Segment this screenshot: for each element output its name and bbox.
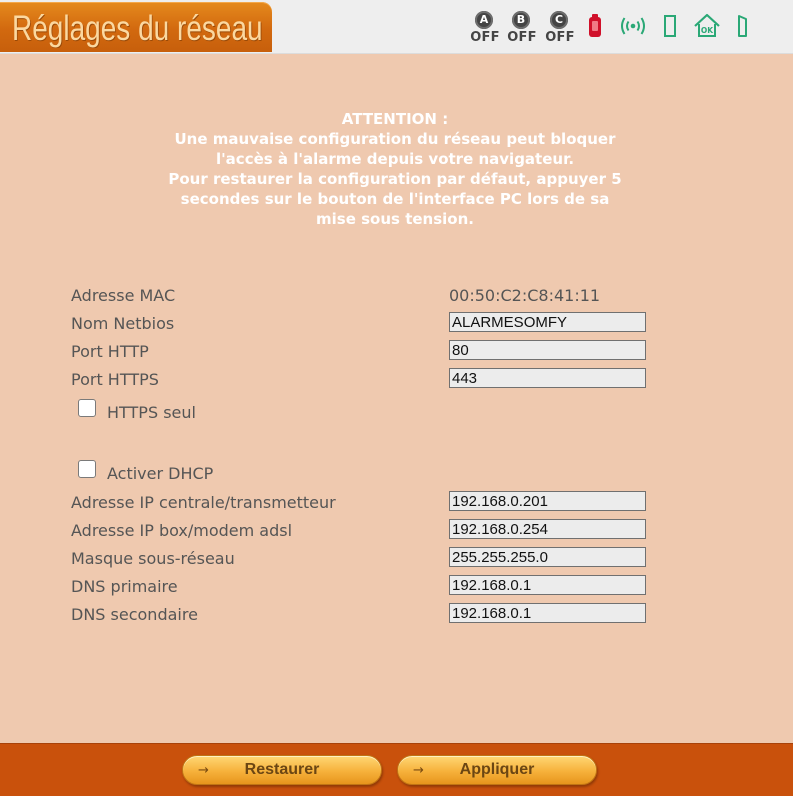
home-ok-icon — [693, 13, 721, 39]
door-open-icon — [735, 13, 751, 39]
dns-primary-input[interactable] — [449, 575, 646, 595]
apply-button[interactable] — [397, 755, 597, 785]
settings-panel — [0, 54, 793, 743]
zone-a-letter: A — [475, 11, 493, 29]
page-title: Réglages du réseau — [12, 9, 263, 48]
zone-a-status: OFF — [470, 30, 500, 45]
subnet-input[interactable] — [449, 547, 646, 567]
dhcp-label: Activer DHCP — [107, 464, 214, 483]
zone-c-letter: C — [550, 11, 568, 29]
door-icon — [662, 13, 678, 39]
restore-button[interactable] — [182, 755, 382, 785]
netbios-input[interactable] — [449, 312, 646, 332]
arrow-right-icon: → — [198, 763, 209, 778]
warning-line: ATTENTION : — [341, 110, 449, 128]
ip-box-input[interactable] — [449, 519, 646, 539]
dns-secondary-input[interactable] — [449, 603, 646, 623]
http-port-label: Port HTTP — [71, 342, 149, 361]
warning-line: Une mauvaise configuration du réseau peut bloquer — [174, 130, 616, 148]
https-port-label: Port HTTPS — [71, 370, 159, 389]
https-only-label: HTTPS seul — [107, 403, 196, 422]
apply-button-label: Appliquer — [459, 761, 535, 778]
warning-line: secondes sur le bouton de l'interface PC lors de sa — [180, 190, 610, 208]
footer-bar — [0, 743, 793, 796]
dns-primary-label: DNS primaire — [71, 577, 178, 596]
ip-box-label: Adresse IP box/modem adsl — [71, 521, 293, 540]
zone-c-icon — [542, 10, 574, 46]
subnet-label: Masque sous-réseau — [71, 549, 235, 568]
zone-b-letter: B — [512, 11, 530, 29]
https-only-checkbox[interactable] — [78, 399, 96, 417]
https-port-input[interactable] — [449, 368, 646, 388]
zone-c-status: OFF — [545, 30, 575, 45]
warning-line: l'accès à l'alarme depuis votre navigateur. — [215, 150, 575, 168]
dns-secondary-label: DNS secondaire — [71, 605, 198, 624]
ip-central-input[interactable] — [449, 491, 646, 511]
header-bar — [0, 0, 793, 54]
zone-b-status: OFF — [507, 30, 537, 45]
zone-a-icon — [467, 10, 499, 46]
http-port-input[interactable] — [449, 340, 646, 360]
svg-text:OK: OK — [700, 26, 714, 35]
zone-b-icon — [504, 10, 536, 46]
warning-line: Pour restaurer la configuration par défaut, appuyer 5 — [168, 170, 622, 188]
mac-label: Adresse MAC — [71, 286, 176, 305]
restore-button-label: Restaurer — [244, 761, 320, 778]
title-tab — [0, 2, 272, 52]
radio-signal-icon — [618, 14, 648, 38]
dhcp-checkbox[interactable] — [78, 460, 96, 478]
ip-central-label: Adresse IP centrale/transmetteur — [71, 493, 336, 512]
warning-line: mise sous tension. — [316, 210, 474, 228]
warning-message — [140, 109, 650, 229]
arrow-right-icon: → — [413, 763, 424, 778]
battery-icon — [587, 13, 603, 39]
mac-value: 00:50:C2:C8:41:11 — [449, 286, 601, 305]
netbios-label: Nom Netbios — [71, 314, 175, 333]
